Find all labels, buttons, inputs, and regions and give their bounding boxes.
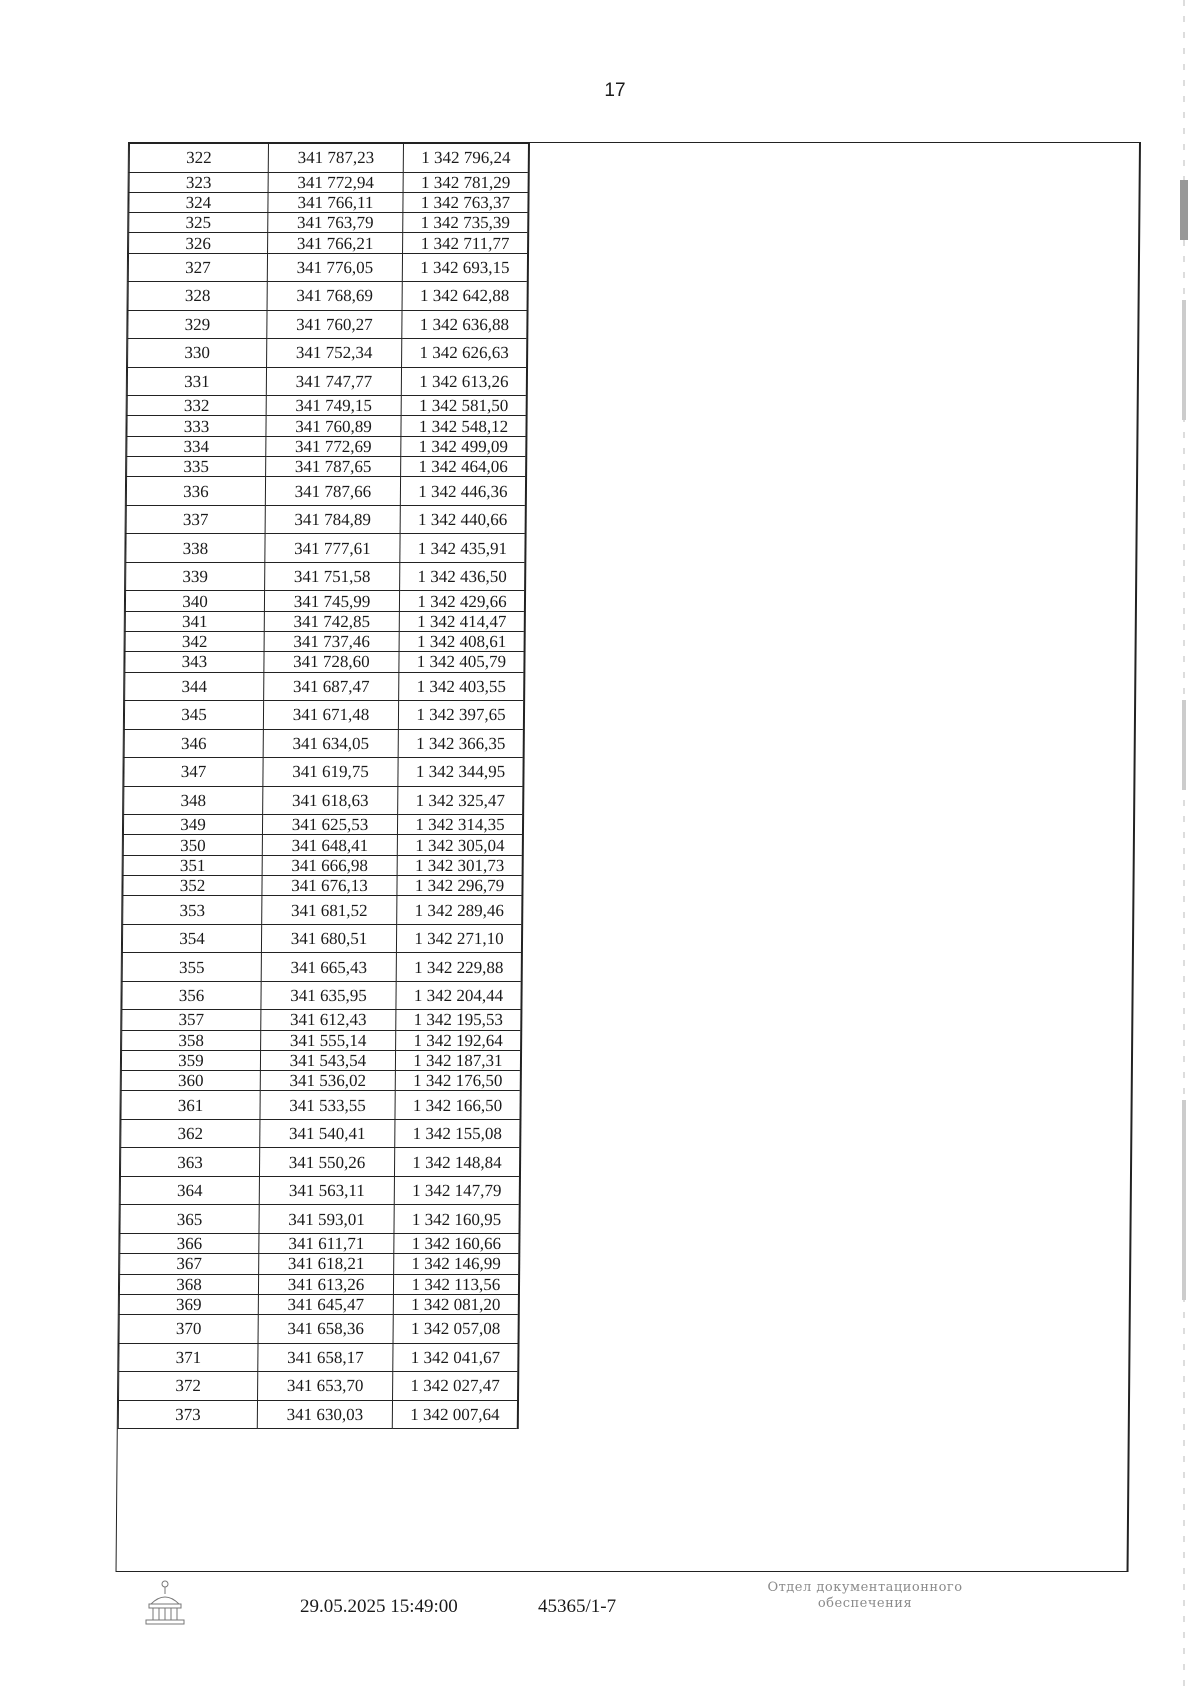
coord-x: 341 728,60	[264, 652, 399, 672]
coord-y: 1 342 711,77	[403, 233, 529, 253]
coord-x: 341 658,36	[258, 1315, 393, 1344]
point-number: 350	[123, 835, 262, 855]
coord-x: 341 745,99	[264, 591, 399, 611]
table-row	[122, 1030, 522, 1050]
table-row	[119, 1274, 519, 1294]
coord-y: 1 342 436,50	[400, 562, 526, 591]
coordinates-table	[118, 143, 530, 1429]
coord-y: 1 342 041,67	[393, 1343, 519, 1372]
coord-x: 341 768,69	[267, 282, 402, 311]
coord-x: 341 671,48	[263, 701, 398, 730]
table-row	[127, 436, 527, 456]
coord-x: 341 742,85	[264, 611, 399, 631]
coord-y: 1 342 763,37	[403, 192, 529, 212]
point-number: 336	[126, 477, 265, 506]
point-number: 361	[121, 1091, 260, 1120]
table-row	[120, 1205, 520, 1234]
coord-y: 1 342 796,24	[403, 144, 529, 173]
table-row	[124, 786, 524, 815]
coord-x: 341 658,17	[258, 1343, 393, 1372]
point-number: 332	[127, 396, 266, 416]
point-number: 338	[126, 534, 265, 563]
coord-x: 341 676,13	[262, 875, 397, 895]
table-row	[122, 924, 522, 953]
coord-y: 1 342 296,79	[397, 875, 523, 895]
table-row	[125, 631, 525, 651]
footer-document-number: 45365/1-7	[538, 1596, 617, 1617]
table-row	[123, 835, 523, 855]
stamp-line-1: Отдел документационного	[767, 1580, 963, 1595]
table-row	[119, 1315, 519, 1344]
table-row	[123, 815, 523, 835]
coord-x: 341 613,26	[258, 1274, 393, 1294]
coord-y: 1 342 113,56	[393, 1274, 519, 1294]
point-number: 342	[125, 631, 264, 651]
coord-y: 1 342 781,29	[403, 172, 529, 192]
coord-x: 341 618,63	[263, 786, 398, 815]
point-number: 354	[122, 924, 261, 953]
point-number: 355	[122, 953, 261, 982]
table-row	[126, 562, 526, 591]
coord-y: 1 342 192,64	[396, 1030, 522, 1050]
coord-x: 341 760,27	[267, 310, 402, 339]
point-number: 373	[118, 1400, 257, 1429]
coord-x: 341 550,26	[259, 1148, 394, 1177]
coord-y: 1 342 325,47	[398, 786, 524, 815]
department-stamp	[715, 1580, 1015, 1612]
point-number: 367	[120, 1254, 259, 1274]
coord-x: 341 749,15	[266, 396, 401, 416]
point-number: 345	[124, 701, 263, 730]
scan-edge-marks	[1178, 0, 1190, 1695]
table-row	[128, 282, 528, 311]
point-number: 362	[121, 1119, 260, 1148]
coord-x: 341 593,01	[259, 1205, 394, 1234]
point-number: 333	[127, 416, 266, 436]
coord-x: 341 611,71	[259, 1233, 394, 1253]
table-row	[125, 591, 525, 611]
point-number: 357	[122, 1010, 261, 1030]
coord-x: 341 619,75	[263, 758, 398, 787]
point-number: 370	[119, 1315, 258, 1344]
coord-x: 341 630,03	[257, 1400, 392, 1429]
coord-y: 1 342 146,99	[394, 1254, 520, 1274]
coord-y: 1 342 147,79	[394, 1176, 520, 1205]
table-row	[121, 1050, 521, 1070]
point-number: 329	[128, 310, 267, 339]
coord-x: 341 536,02	[260, 1071, 395, 1091]
coord-y: 1 342 057,08	[393, 1315, 519, 1344]
coord-y: 1 342 366,35	[398, 729, 524, 758]
table-row	[129, 144, 529, 173]
coord-y: 1 342 166,50	[395, 1091, 521, 1120]
coord-y: 1 342 344,95	[398, 758, 524, 787]
table-row	[129, 172, 529, 192]
coord-x: 341 666,98	[262, 855, 397, 875]
point-number: 371	[119, 1343, 258, 1372]
table-row	[129, 213, 529, 233]
coord-x: 341 777,61	[265, 534, 400, 563]
table-row	[128, 339, 528, 368]
point-number: 326	[129, 233, 268, 253]
point-number: 372	[119, 1372, 258, 1401]
coord-x: 341 680,51	[261, 924, 396, 953]
table-row	[123, 855, 523, 875]
document-frame	[116, 142, 1141, 1572]
point-number: 356	[122, 981, 261, 1010]
point-number: 330	[128, 339, 267, 368]
coord-x: 341 776,05	[267, 253, 402, 282]
coord-y: 1 342 204,44	[396, 981, 522, 1010]
coord-x: 341 625,53	[262, 815, 397, 835]
coord-x: 341 555,14	[261, 1030, 396, 1050]
table-row	[124, 701, 524, 730]
table-row	[127, 396, 527, 416]
footer-datetime: 29.05.2025 15:49:00	[300, 1596, 458, 1617]
point-number: 341	[125, 611, 264, 631]
coord-y: 1 342 397,65	[398, 701, 524, 730]
coord-x: 341 543,54	[260, 1050, 395, 1070]
point-number: 351	[123, 855, 262, 875]
table-row	[119, 1294, 519, 1314]
coord-x: 341 787,65	[266, 457, 401, 477]
table-row	[119, 1372, 519, 1401]
point-number: 325	[129, 213, 268, 233]
point-number: 369	[119, 1294, 258, 1314]
coord-y: 1 342 155,08	[395, 1119, 521, 1148]
coord-y: 1 342 229,88	[396, 953, 522, 982]
table-row	[125, 652, 525, 672]
table-row	[125, 611, 525, 631]
table-row	[119, 1343, 519, 1372]
table-row	[125, 672, 525, 701]
coord-y: 1 342 613,26	[401, 367, 527, 396]
table-row	[126, 477, 526, 506]
coord-x: 341 687,47	[264, 672, 399, 701]
coord-x: 341 784,89	[265, 505, 400, 534]
coord-x: 341 766,21	[268, 233, 403, 253]
coord-x: 341 648,41	[262, 835, 397, 855]
coord-x: 341 766,11	[268, 192, 403, 212]
coord-y: 1 342 636,88	[402, 310, 528, 339]
point-number: 365	[120, 1205, 259, 1234]
point-number: 346	[124, 729, 263, 758]
point-number: 368	[119, 1274, 258, 1294]
coord-x: 341 645,47	[258, 1294, 393, 1314]
coord-x: 341 772,69	[266, 436, 401, 456]
coord-y: 1 342 271,10	[396, 924, 522, 953]
table-row	[129, 233, 529, 253]
coord-x: 341 681,52	[262, 896, 397, 925]
table-row	[128, 253, 528, 282]
table-row	[120, 1254, 520, 1274]
point-number: 353	[123, 896, 262, 925]
coord-y: 1 342 581,50	[401, 396, 527, 416]
point-number: 360	[121, 1071, 260, 1091]
table-row	[123, 875, 523, 895]
table-row	[120, 1233, 520, 1253]
table-row	[122, 953, 522, 982]
coord-x: 341 665,43	[261, 953, 396, 982]
coord-y: 1 342 548,12	[401, 416, 527, 436]
coord-x: 341 540,41	[260, 1119, 395, 1148]
point-number: 348	[124, 786, 263, 815]
emblem-icon	[143, 1578, 187, 1626]
table-row	[120, 1148, 520, 1177]
coord-y: 1 342 195,53	[396, 1010, 522, 1030]
coord-y: 1 342 446,36	[400, 477, 526, 506]
coord-y: 1 342 499,09	[401, 436, 527, 456]
point-number: 327	[128, 253, 267, 282]
point-number: 366	[120, 1233, 259, 1253]
coord-y: 1 342 148,84	[394, 1148, 520, 1177]
coord-y: 1 342 314,35	[397, 815, 523, 835]
point-number: 352	[123, 875, 262, 895]
coord-y: 1 342 626,63	[402, 339, 528, 368]
point-number: 340	[125, 591, 264, 611]
coord-y: 1 342 160,95	[394, 1205, 520, 1234]
coord-x: 341 747,77	[266, 367, 401, 396]
coord-y: 1 342 464,06	[401, 457, 527, 477]
coord-y: 1 342 187,31	[395, 1050, 521, 1070]
table-row	[121, 1071, 521, 1091]
coord-y: 1 342 176,50	[395, 1071, 521, 1091]
point-number: 364	[120, 1176, 259, 1205]
table-row	[126, 505, 526, 534]
point-number: 322	[129, 144, 268, 173]
coord-y: 1 342 027,47	[393, 1372, 519, 1401]
coord-x: 341 737,46	[264, 631, 399, 651]
coord-x: 341 634,05	[263, 729, 398, 758]
coord-y: 1 342 403,55	[399, 672, 525, 701]
coord-x: 341 618,21	[259, 1254, 394, 1274]
coord-x: 341 752,34	[267, 339, 402, 368]
coord-y: 1 342 435,91	[400, 534, 526, 563]
point-number: 328	[128, 282, 267, 311]
stamp-line-2: обеспечения	[817, 1596, 913, 1611]
point-number: 347	[124, 758, 263, 787]
table-row	[120, 1176, 520, 1205]
point-number: 349	[123, 815, 262, 835]
coord-y: 1 342 693,15	[402, 253, 528, 282]
coord-y: 1 342 405,79	[399, 652, 525, 672]
coord-x: 341 653,70	[258, 1372, 393, 1401]
table-row	[122, 1010, 522, 1030]
table-row	[127, 457, 527, 477]
point-number: 337	[126, 505, 265, 534]
page-number: 17	[604, 80, 626, 101]
coord-y: 1 342 301,73	[397, 855, 523, 875]
point-number: 358	[122, 1030, 261, 1050]
point-number: 323	[129, 172, 268, 192]
coord-x: 341 787,66	[265, 477, 400, 506]
table-row	[121, 1119, 521, 1148]
coord-y: 1 342 414,47	[399, 611, 525, 631]
point-number: 334	[127, 436, 266, 456]
point-number: 343	[125, 652, 264, 672]
coord-x: 341 772,94	[268, 172, 403, 192]
point-number: 324	[129, 192, 268, 212]
table-row	[121, 1091, 521, 1120]
coord-y: 1 342 440,66	[400, 505, 526, 534]
coord-y: 1 342 429,66	[399, 591, 525, 611]
table-row	[128, 310, 528, 339]
coord-y: 1 342 735,39	[403, 213, 529, 233]
coord-x: 341 763,79	[268, 213, 403, 233]
point-number: 359	[121, 1050, 260, 1070]
point-number: 331	[127, 367, 266, 396]
table-row	[126, 534, 526, 563]
table-row	[129, 192, 529, 212]
table-row	[124, 758, 524, 787]
point-number: 363	[120, 1148, 259, 1177]
coord-y: 1 342 081,20	[393, 1294, 519, 1314]
table-row	[123, 896, 523, 925]
table-row	[122, 981, 522, 1010]
coord-x: 341 635,95	[261, 981, 396, 1010]
table-row	[124, 729, 524, 758]
coord-x: 341 612,43	[261, 1010, 396, 1030]
coord-y: 1 342 007,64	[392, 1400, 518, 1429]
coord-x: 341 563,11	[259, 1176, 394, 1205]
coord-x: 341 751,58	[265, 562, 400, 591]
point-number: 335	[127, 457, 266, 477]
table-row	[127, 367, 527, 396]
table-row	[118, 1400, 518, 1429]
point-number: 339	[126, 562, 265, 591]
coord-y: 1 342 160,66	[394, 1233, 520, 1253]
point-number: 344	[125, 672, 264, 701]
coord-y: 1 342 305,04	[397, 835, 523, 855]
coord-x: 341 760,89	[266, 416, 401, 436]
table-row	[127, 416, 527, 436]
coord-y: 1 342 408,61	[399, 631, 525, 651]
coord-y: 1 342 642,88	[402, 282, 528, 311]
coord-x: 341 787,23	[268, 144, 403, 173]
coord-y: 1 342 289,46	[397, 896, 523, 925]
coord-x: 341 533,55	[260, 1091, 395, 1120]
